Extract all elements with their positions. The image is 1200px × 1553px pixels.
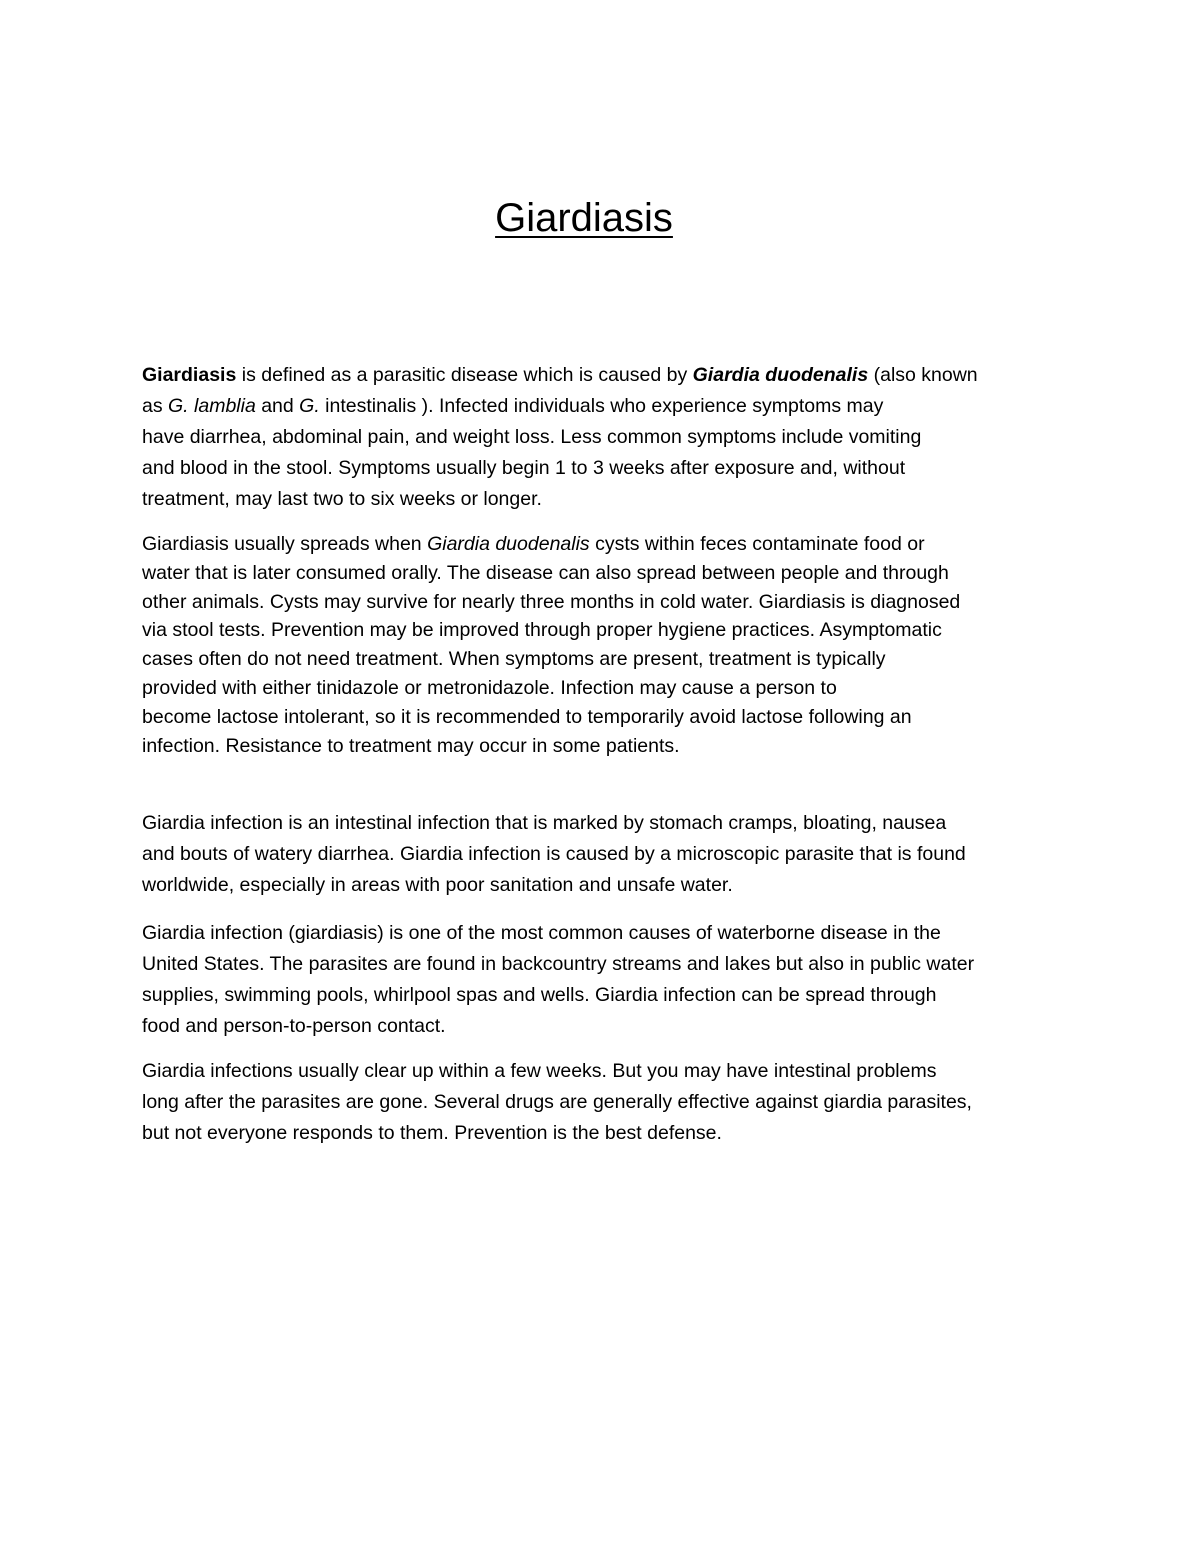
term-g: G. <box>299 395 320 417</box>
text-run: as <box>142 395 169 417</box>
p5-line-1: Giardia infections usually clear up within a few weeks. But you may have intestinal problems <box>142 1060 937 1082</box>
term-giardiasis: Giardiasis <box>142 364 237 386</box>
text-run: and <box>255 395 300 417</box>
document-title <box>0 193 1200 243</box>
p1-line-3: have diarrhea, abdominal pain, and weight loss. Less common symptoms include vomiting <box>142 426 922 448</box>
p3-line-3: worldwide, especially in areas with poor sanitation and unsafe water. <box>142 874 733 896</box>
p2-line-3: other animals. Cysts may survive for nearly three months in cold water. Giardiasis is diagnosed <box>142 590 961 613</box>
paragraph-5 <box>142 1056 1072 1149</box>
p1-line-5: treatment, may last two to six weeks or longer. <box>142 488 542 510</box>
text-run: Giardiasis usually spreads when <box>142 533 428 555</box>
text-run: is defined as a parasitic disease which is caused by <box>236 364 693 386</box>
p2-line-7: become lactose intolerant, so it is recommended to temporarily avoid lactose following an <box>142 705 912 728</box>
text-run: cysts within feces contaminate food or <box>589 533 925 555</box>
text-run: (also known <box>868 364 978 386</box>
title-text: Giardiasis <box>495 196 673 240</box>
p2-line-2: water that is later consumed orally. The disease can also spread between people and through <box>142 561 949 584</box>
p3-line-1: Giardia infection is an intestinal infection that is marked by stomach cramps, bloating, nausea <box>142 812 947 834</box>
p4-line-3: supplies, swimming pools, whirlpool spas and wells. Giardia infection can be spread through <box>142 984 937 1006</box>
p1-line-2 <box>142 391 1072 422</box>
paragraph-2 <box>142 530 1072 760</box>
paragraph-4 <box>142 918 1072 1042</box>
p1-line-1 <box>142 360 1072 391</box>
p2-line-4: via stool tests. Prevention may be improved through proper hygiene practices. Asymptomatic <box>142 619 942 642</box>
p1-line-4: and blood in the stool. Symptoms usually begin 1 to 3 weeks after exposure and, without <box>142 457 906 479</box>
p2-line-8: infection. Resistance to treatment may occur in some patients. <box>142 734 680 757</box>
p4-line-1: Giardia infection (giardiasis) is one of the most common causes of waterborne disease in the <box>142 922 941 944</box>
term-g-lamblia: G. lamblia <box>168 395 256 417</box>
p2-line-5: cases often do not need treatment. When symptoms are present, treatment is typically <box>142 648 886 671</box>
p5-line-2: long after the parasites are gone. Several drugs are generally effective against giardia parasites, <box>142 1091 972 1113</box>
p4-line-2: United States. The parasites are found in backcountry streams and lakes but also in public water <box>142 953 975 975</box>
p3-line-2: and bouts of watery diarrhea. Giardia infection is caused by a microscopic parasite that is found <box>142 843 966 865</box>
text-run: intestinalis ). Infected individuals who experience symptoms may <box>319 395 884 417</box>
term-giardia-duodenalis: Giardia duodenalis <box>692 364 869 386</box>
p2-line-1 <box>142 530 1072 559</box>
p2-line-6: provided with either tinidazole or metronidazole. Infection may cause a person to <box>142 676 837 699</box>
paragraph-1 <box>142 360 1072 515</box>
p5-line-3: but not everyone responds to them. Prevention is the best defense. <box>142 1122 722 1144</box>
paragraph-3 <box>142 808 1072 901</box>
p4-line-4: food and person-to-person contact. <box>142 1015 446 1037</box>
term-giardia-duodenalis: Giardia duodenalis <box>427 533 590 555</box>
